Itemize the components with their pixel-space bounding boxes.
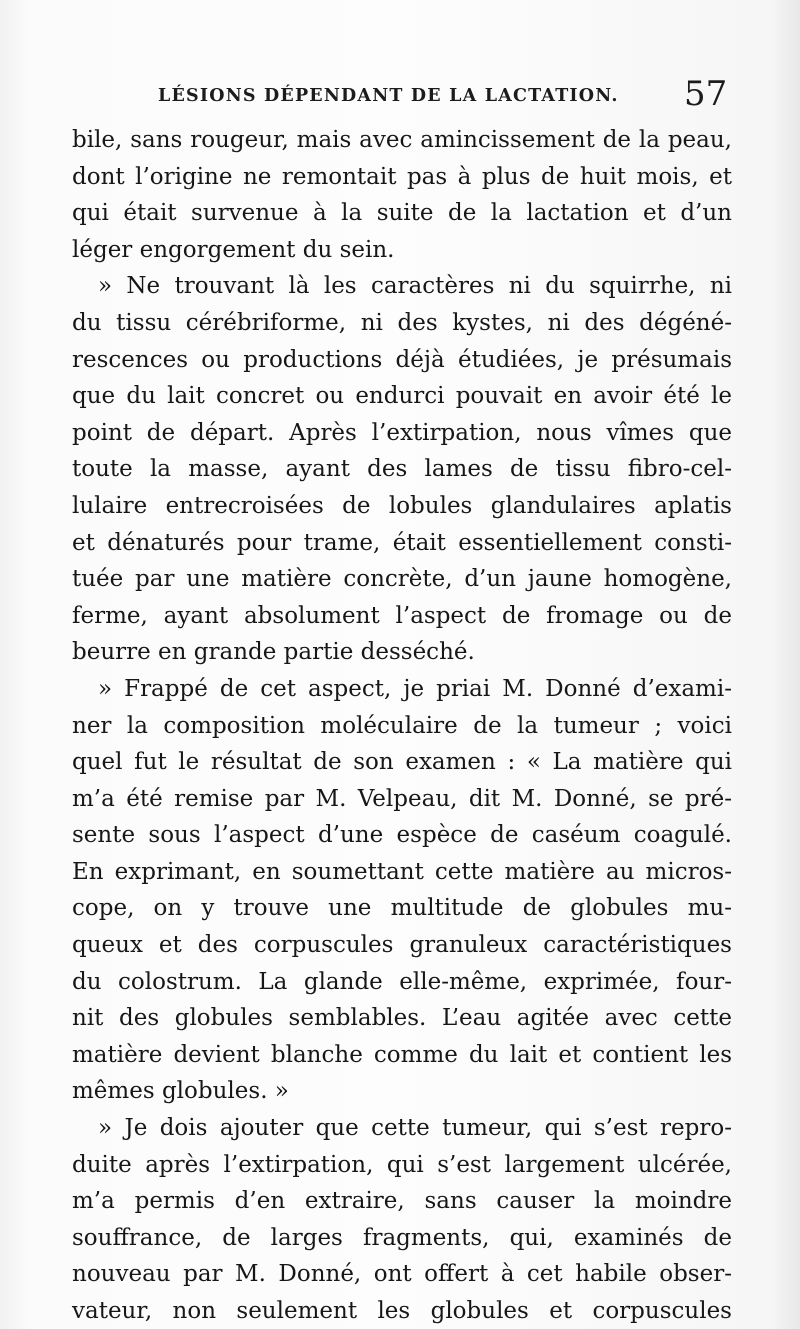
body-text <box>72 122 732 1329</box>
text-line: » Frappé de cet aspect, je priai M. Donné d’exami- <box>98 675 732 702</box>
text-line: mêmes globules. » <box>72 1078 289 1105</box>
text-line: queux et des corpuscules granuleux caractéristiques <box>72 932 732 959</box>
text-line: nouveau par M. Donné, ont offert à cet habile obser- <box>72 1261 732 1288</box>
text-line: quel fut le résultat de son examen : « La matière qui <box>72 749 732 776</box>
text-line: lulaire entrecroisées de lobules glandulaires aplatis <box>72 492 732 519</box>
text-line: vateur, non seulement les globules et corpuscules <box>72 1298 732 1324</box>
text-line: et dénaturés pour trame, était essentiellement consti- <box>72 529 732 556</box>
text-line: ferme, ayant absolument l’aspect de fromage ou de <box>72 602 732 629</box>
text-line: matière devient blanche comme du lait et contient les <box>72 1041 732 1068</box>
page-number: 57 <box>684 74 728 114</box>
text-line: m’a été remise par M. Velpeau, dit M. Donné, se pré- <box>72 785 732 812</box>
text-line: duite après l’extirpation, qui s’est largement ulcérée, <box>72 1151 732 1178</box>
text-line: rescences ou productions déjà étudiées, je présumais <box>72 346 732 373</box>
text-line: beurre en grande partie desséché. <box>72 639 475 666</box>
text-line: du colostrum. La glande elle-même, exprimée, four- <box>72 968 732 995</box>
text-line: point de départ. Après l’extirpation, nous vîmes que <box>72 419 732 446</box>
text-line: » Ne trouvant là les caractères ni du squirrhe, ni <box>98 273 732 300</box>
text-line: toute la masse, ayant des lames de tissu fibro-cel- <box>72 456 732 483</box>
text-line: qui était survenue à la suite de la lactation et d’un <box>72 200 732 227</box>
text-line: bile, sans rougeur, mais avec amincissement de la peau, <box>72 127 732 153</box>
page-header <box>0 74 800 114</box>
text-line: En exprimant, en soumettant cette matière au micros- <box>72 858 732 885</box>
text-line: souffrance, de larges fragments, qui, examinés de <box>72 1224 732 1251</box>
text-line: m’a permis d’en extraire, sans causer la moindre <box>72 1188 732 1215</box>
text-line: léger engorgement du sein. <box>72 236 395 263</box>
text-line: » Je dois ajouter que cette tumeur, qui s’est repro- <box>98 1115 732 1142</box>
text-line: ner la composition moléculaire de la tumeur ; voici <box>72 712 732 739</box>
running-head: LÉSIONS DÉPENDANT DE LA LACTATION. <box>158 86 619 106</box>
text-line: sente sous l’aspect d’une espèce de caséum coagulé. <box>72 822 732 849</box>
text-line: dont l’origine ne remontait pas à plus de huit mois, et <box>72 163 732 190</box>
text-line: nit des globules semblables. L’eau agitée avec cette <box>72 1005 732 1032</box>
text-line: tuée par une matière concrète, d’un jaune homogène, <box>72 566 732 593</box>
text-line: cope, on y trouve une multitude de globules mu- <box>72 895 732 922</box>
text-line: que du lait concret ou endurci pouvait en avoir été le <box>72 383 732 410</box>
text-line: du tissu cérébriforme, ni des kystes, ni des dégéné- <box>72 309 732 336</box>
